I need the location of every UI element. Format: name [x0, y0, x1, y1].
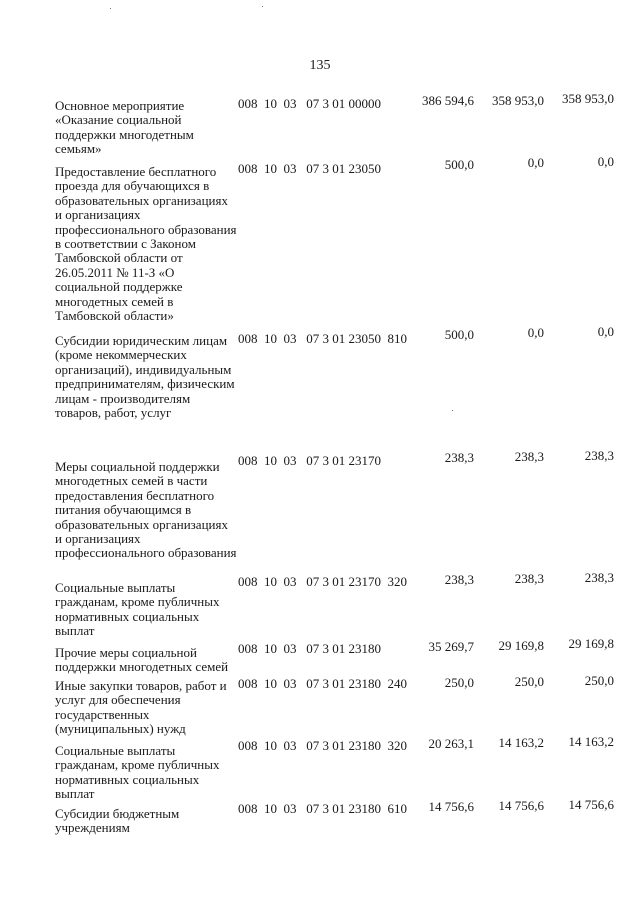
row-value-2: 238,3 — [514, 449, 544, 464]
row-value-3: 358 953,0 — [562, 91, 614, 106]
row-codes: 008 10 03 07 3 01 23180 610 — [238, 801, 407, 816]
row-name: Социальные выплаты гражданам, кроме публичных нормативных социальных выплат — [55, 743, 220, 802]
row-codes: 008 10 03 07 3 01 23180 320 — [238, 738, 407, 753]
row-name: Иные закупки товаров, работ и услуг для обеспечения государственных (муниципальных) нужд — [55, 678, 227, 737]
row-value-1: 500,0 — [444, 327, 474, 342]
row-value-3: 250,0 — [584, 673, 614, 688]
row-value-1: 14 756,6 — [428, 799, 474, 814]
row-codes: 008 10 03 07 3 01 23180 240 — [238, 676, 407, 691]
row-value-2: 358 953,0 — [492, 93, 544, 108]
row-name: Основное мероприятие «Оказание социальной поддержки многодетным семьям» — [55, 98, 194, 157]
row-name: Субсидии бюджетным учреждениям — [55, 806, 180, 836]
row-value-3: 238,3 — [584, 570, 614, 585]
scan-speck — [110, 8, 111, 9]
row-value-3: 238,3 — [584, 448, 614, 463]
row-value-2: 250,0 — [514, 674, 544, 689]
row-value-1: 250,0 — [444, 675, 474, 690]
row-value-2: 0,0 — [527, 155, 544, 170]
row-value-3: 14 163,2 — [568, 734, 614, 749]
row-name: Меры социальной поддержки многодетных семей в части предоставления бесплатного питания обучающимся в образовательных организациях и организациях профессионального образования — [55, 459, 237, 561]
row-value-3: 0,0 — [597, 154, 614, 169]
row-value-1: 386 594,6 — [422, 93, 474, 108]
row-name: Субсидии юридическим лицам (кроме некоммерческих организаций), индивидуальным предпринимателям, физическим лицам - производителям товаров, работ, услуг — [55, 333, 235, 421]
row-name: Социальные выплаты гражданам, кроме публичных нормативных социальных выплат — [55, 580, 220, 639]
row-value-3: 29 169,8 — [568, 636, 614, 651]
row-codes: 008 10 03 07 3 01 00000 — [238, 96, 381, 111]
page-number: 135 — [309, 58, 331, 73]
row-name: Предоставление бесплатного проезда для обучающихся в образовательных организациях и организациях профессионального образования в соответствии с Законом Тамбовской области от 26.05.2011 № 11-З «О социальной поддержке многодетных семей в Тамбовской области» — [55, 164, 237, 324]
scan-speck — [452, 410, 453, 411]
scan-speck — [262, 6, 263, 7]
row-value-1: 500,0 — [444, 157, 474, 172]
row-value-1: 20 263,1 — [428, 736, 474, 751]
row-name: Прочие меры социальной поддержки многодетных семей — [55, 645, 229, 675]
row-codes: 008 10 03 07 3 01 23180 — [238, 641, 381, 656]
row-codes: 008 10 03 07 3 01 23170 320 — [238, 574, 407, 589]
row-value-3: 14 756,6 — [568, 797, 614, 812]
row-value-2: 0,0 — [527, 325, 544, 340]
row-value-2: 14 756,6 — [498, 798, 544, 813]
row-value-2: 14 163,2 — [498, 735, 544, 750]
row-value-2: 238,3 — [514, 571, 544, 586]
row-value-1: 238,3 — [444, 450, 474, 465]
row-value-1: 35 269,7 — [428, 639, 474, 654]
row-value-3: 0,0 — [597, 324, 614, 339]
row-codes: 008 10 03 07 3 01 23170 — [238, 453, 381, 468]
row-value-2: 29 169,8 — [498, 638, 544, 653]
row-codes: 008 10 03 07 3 01 23050 — [238, 161, 381, 176]
row-value-1: 238,3 — [444, 572, 474, 587]
row-codes: 008 10 03 07 3 01 23050 810 — [238, 331, 407, 346]
